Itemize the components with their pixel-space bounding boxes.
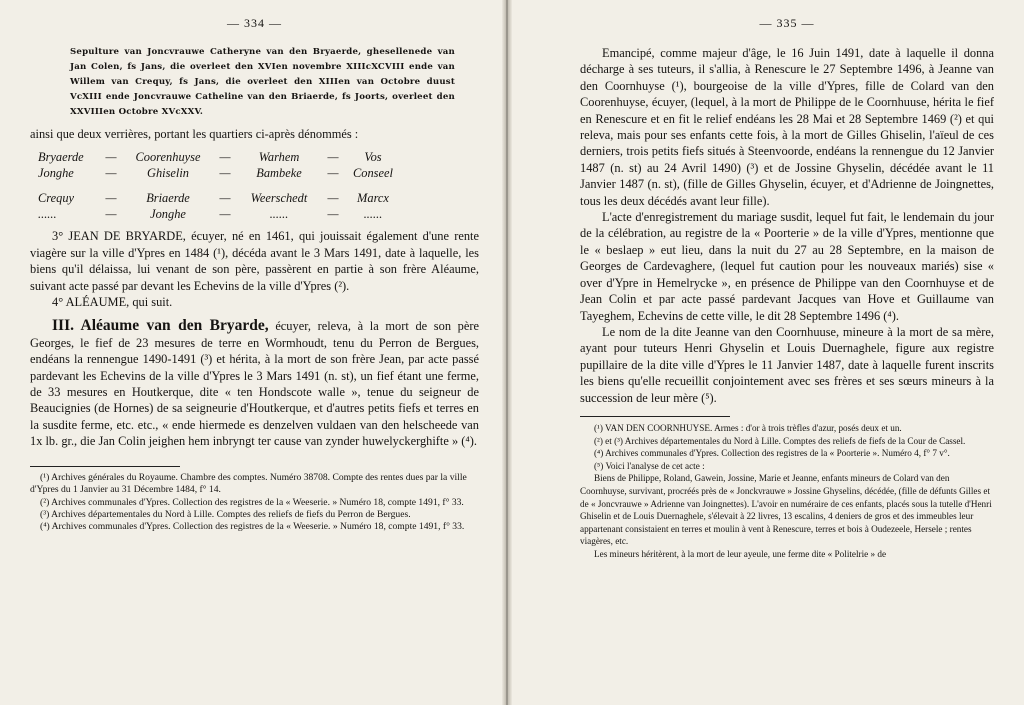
footnote-rule (580, 416, 730, 417)
paragraph-emancipe: Emancipé, comme majeur d'âge, le 16 Juin 1491, date à laquelle il donna décharge à ses tuteurs, il s'allia, à Renescure le 27 Septembre 1496, à Jeanne van den Coornhuyse (¹), bourgeoise de la ville d'Ypres, fille de Colard van den Coorenhuyse, écuyer, (lequel, à la mort de Philippe de le Coornhuuse, hérita le fief en Renescure et en fit le relief endéans les 28 Mai et 28 Septembre 1469 (²) et qui releva, mais pour ses enfants cette fois, à la mort de Gilles Ghiselin, l'aïeul de ces derniers, trois petits fiefs situés à Steenvoorde, endéans la rennengue du 12 Janvier 1487 (n. st) au 24 Avril 1490) (³) et de Jossine Ghyselin, décédée avant le 11 Janvier 1487 (n. st), (fille de Gilles Ghyselin, écuyer, et d'Adrienne de Joingnettes, tous les deux décédés avant leur fille). (580, 46, 994, 208)
quarter-dash: — (219, 206, 231, 221)
quarter-dash: — (105, 206, 117, 221)
footnote-rule (30, 466, 180, 467)
footnote-left-4: (⁴) Archives communales d'Ypres. Collection des registres de la « Weeserie. » Numéro 18, compte 1491, f° 33. (40, 521, 465, 533)
gothic-inscription: Sepulture van Joncvrauwe Catheryne van den Bryaerde, ghesellenede van Jan Colen, fs Jans, die overleet den XVIen novembre XIIIcXCVIII ende van Willem van Crequy, fs Jans, die overleet den XIIIen van Octobre duust VcXIII ende Joncvrauwe Catheline van den Briaerde, fs Joorts, overleet den XXVIIIen Octobre XVcXXV. (70, 47, 455, 117)
paragraph-jean: 3° JEAN DE BRYARDE, écuyer, né en 1461, qui jouissait également d'une rente viagère sur la ville d'Ypres en 1484 (¹), décéda avant le 3 Mars 1491, date à laquelle, les biens qu'il délaissa, lui venant de son père, passèrent en partie à son frère Aléaume, suivant acte passé par devant les Echevins de la ville d'Ypres (²). (30, 229, 479, 293)
footnote-right-5-body: Biens de Philippe, Roland, Gawein, Jossine, Marie et Jeanne, enfants mineurs de Colard van den Coornhuyse, survivant, procréés près de « Jonckvrauwe » Jossine Ghyselins, décédée, (fille de défunts Gilles et de « Joncvrauwe » Adrienne van Joingnettes). L'avoir en numéraire de ces enfants, placés sous la tutelle d'Henri Ghiselin et de Louis Duernaghele, s'élevait à 22 livres, 13 escalins, 4 deniers de gros et des immeubles leur appartenant consistaient en terres et moulin à vent à Renescure, terres et bois à Oudezeele, Hersele ; rentes viagères, etc. (580, 473, 992, 547)
quarter-dash: — (105, 191, 117, 206)
footnote-right-1: (¹) VAN DEN COORNHUYSE. Armes : d'or à trois trèfles d'azur, posés deux et un. (594, 422, 902, 433)
paragraph-acte: L'acte d'enregistrement du mariage susdit, lequel fut fait, le lendemain du jour de la célébration, au registre de la « Poorterie » de la ville d'Ypres, mentionne que le « beslaep » eut lieu, dans la nuit du 27 au 28 Septembre, en la maison de Georges de Cardevaghere, (lequel fut caution pour les nouveaux mariés) sise « over d'Ypre in Hemelrycke », en présence de Philippe van den Coornhuyse et de Jean Colin et par acte passé pardevant Jacques van Hove et Guillaume van Tayeghem, Echevins de cette ville, le dit 28 Septembre 1496 (⁴). (580, 210, 994, 323)
quarter-dash: — (219, 150, 231, 165)
right-page-number: — 335 — (759, 16, 815, 30)
quarter-cell: Ghiselin (147, 165, 189, 180)
footnote-right-3: (⁴) Archives communales d'Ypres. Collection des registres de la « Poorterie ». Numéro 4, f° 7 v°. (594, 448, 950, 459)
section-heading: III. Aléaume van den Bryarde, (52, 317, 269, 335)
quarter-cell: ...... (363, 206, 383, 221)
quarter-cell: Jonghe (38, 165, 74, 180)
quarter-cell: Bambeke (256, 165, 302, 180)
section-iii (30, 318, 479, 449)
quarters-row-4 (38, 207, 479, 223)
quarter-cell: ...... (38, 206, 57, 221)
quarter-cell: Briaerde (146, 191, 190, 206)
quarter-cell: Bryaerde (38, 150, 84, 165)
quarter-cell: ...... (269, 206, 289, 221)
quarter-cell: Coorenhuyse (135, 150, 201, 165)
quarter-dash: — (105, 165, 117, 180)
quarter-dash: — (327, 206, 339, 221)
footnote-left-3: (³) Archives départementales du Nord à Lille. Comptes des reliefs de fiefs du Perron de Bergues. (40, 508, 411, 520)
quarters-row-2 (38, 166, 479, 182)
left-page-number: — 334 — (227, 16, 282, 30)
footnote-right-2: (²) et (³) Archives départementales du Nord à Lille. Comptes des reliefs de fiefs de la Cour de Cassel. (594, 435, 966, 446)
quarter-cell: Jonghe (150, 206, 186, 221)
quarters-row-3 (38, 191, 479, 207)
quarter-dash: — (105, 150, 117, 165)
quarter-dash: — (219, 191, 231, 206)
quarter-cell: Conseel (353, 165, 393, 180)
quarter-cell: Marcx (357, 191, 389, 206)
quarters-intro: ainsi que deux verrières, portant les quartiers ci-après dénommés : (30, 127, 359, 141)
paragraph-jeanne: Le nom de la dite Jeanne van den Coornhuuse, mineure à la mort de sa mère, ayant pour tuteurs Henri Ghyselin et Louis Duernaghele, figure aux registre pupillaire de la dite ville d'Ypres le 11 Janvier 1487, date à laquelle furent inscrits les biens qu'elle recueillit conjointement avec ses frères et ses sœurs mineurs à la succession de leur mère (⁵). (580, 324, 994, 405)
quarter-dash: — (219, 165, 231, 180)
footnote-left-2: (²) Archives communales d'Ypres. Collection des registres de la « Weeserie. » Numéro 18, compte 1491, f° 33. (40, 496, 464, 508)
left-page (0, 0, 505, 705)
book-gutter (502, 0, 512, 705)
quarters-row-1 (38, 150, 479, 166)
quarter-dash: — (327, 150, 339, 165)
quarter-cell: Vos (364, 150, 382, 165)
footnote-left-1: (¹) Archives générales du Royaume. Chambre des comptes. Numéro 38708. Compte des rentes dues par la ville d'Ypres du 1 Janvier au 31 Décembre 1484, f° 14. (30, 471, 467, 496)
quarter-cell: Crequy (38, 191, 75, 206)
section-text: écuyer, releva, à la mort de son père Georges, le fief de 23 mesures de terre en Wormhoudt, tenu du Perron de Bergues, endéans la rennengue 1490-1491 (³) et hérita, à la mort de son frère Jean, par acte passé pardevant les Echevins de la ville d'Ypres le 3 Mars 1491 (n. st), un fief étant une ferme, de 33 mesures en Houtkerque, dite « ten Hondscote walle », tenue du seigneur de Beaucignies (de Hornes) de sa seigneurie d'Houtkerque, et d'autres petits fiefs et terres en la susdite ferme, etc. etc., « ende hiermede es denzelven vuldaen van den helscheede van 1x lb. gr., die Jan Colin jeighen hem inbryngt ter cause van zynder huwelyckerghifte » (⁴). (30, 319, 480, 449)
quarter-cell: Weerschedt (250, 191, 308, 206)
paragraph-aleaume: 4° ALÉAUME, qui suit. (52, 295, 173, 310)
quarter-dash: — (327, 191, 339, 206)
footnote-right-4: (⁵) Voici l'analyse de cet acte : (594, 460, 705, 471)
quarter-cell: Warhem (258, 150, 300, 165)
footnote-right-5-cont: Les mineurs héritèrent, à la mort de leur ayeule, une ferme dite « Politelrie » de (594, 548, 887, 559)
quarter-dash: — (327, 165, 339, 180)
right-page (512, 0, 1024, 705)
